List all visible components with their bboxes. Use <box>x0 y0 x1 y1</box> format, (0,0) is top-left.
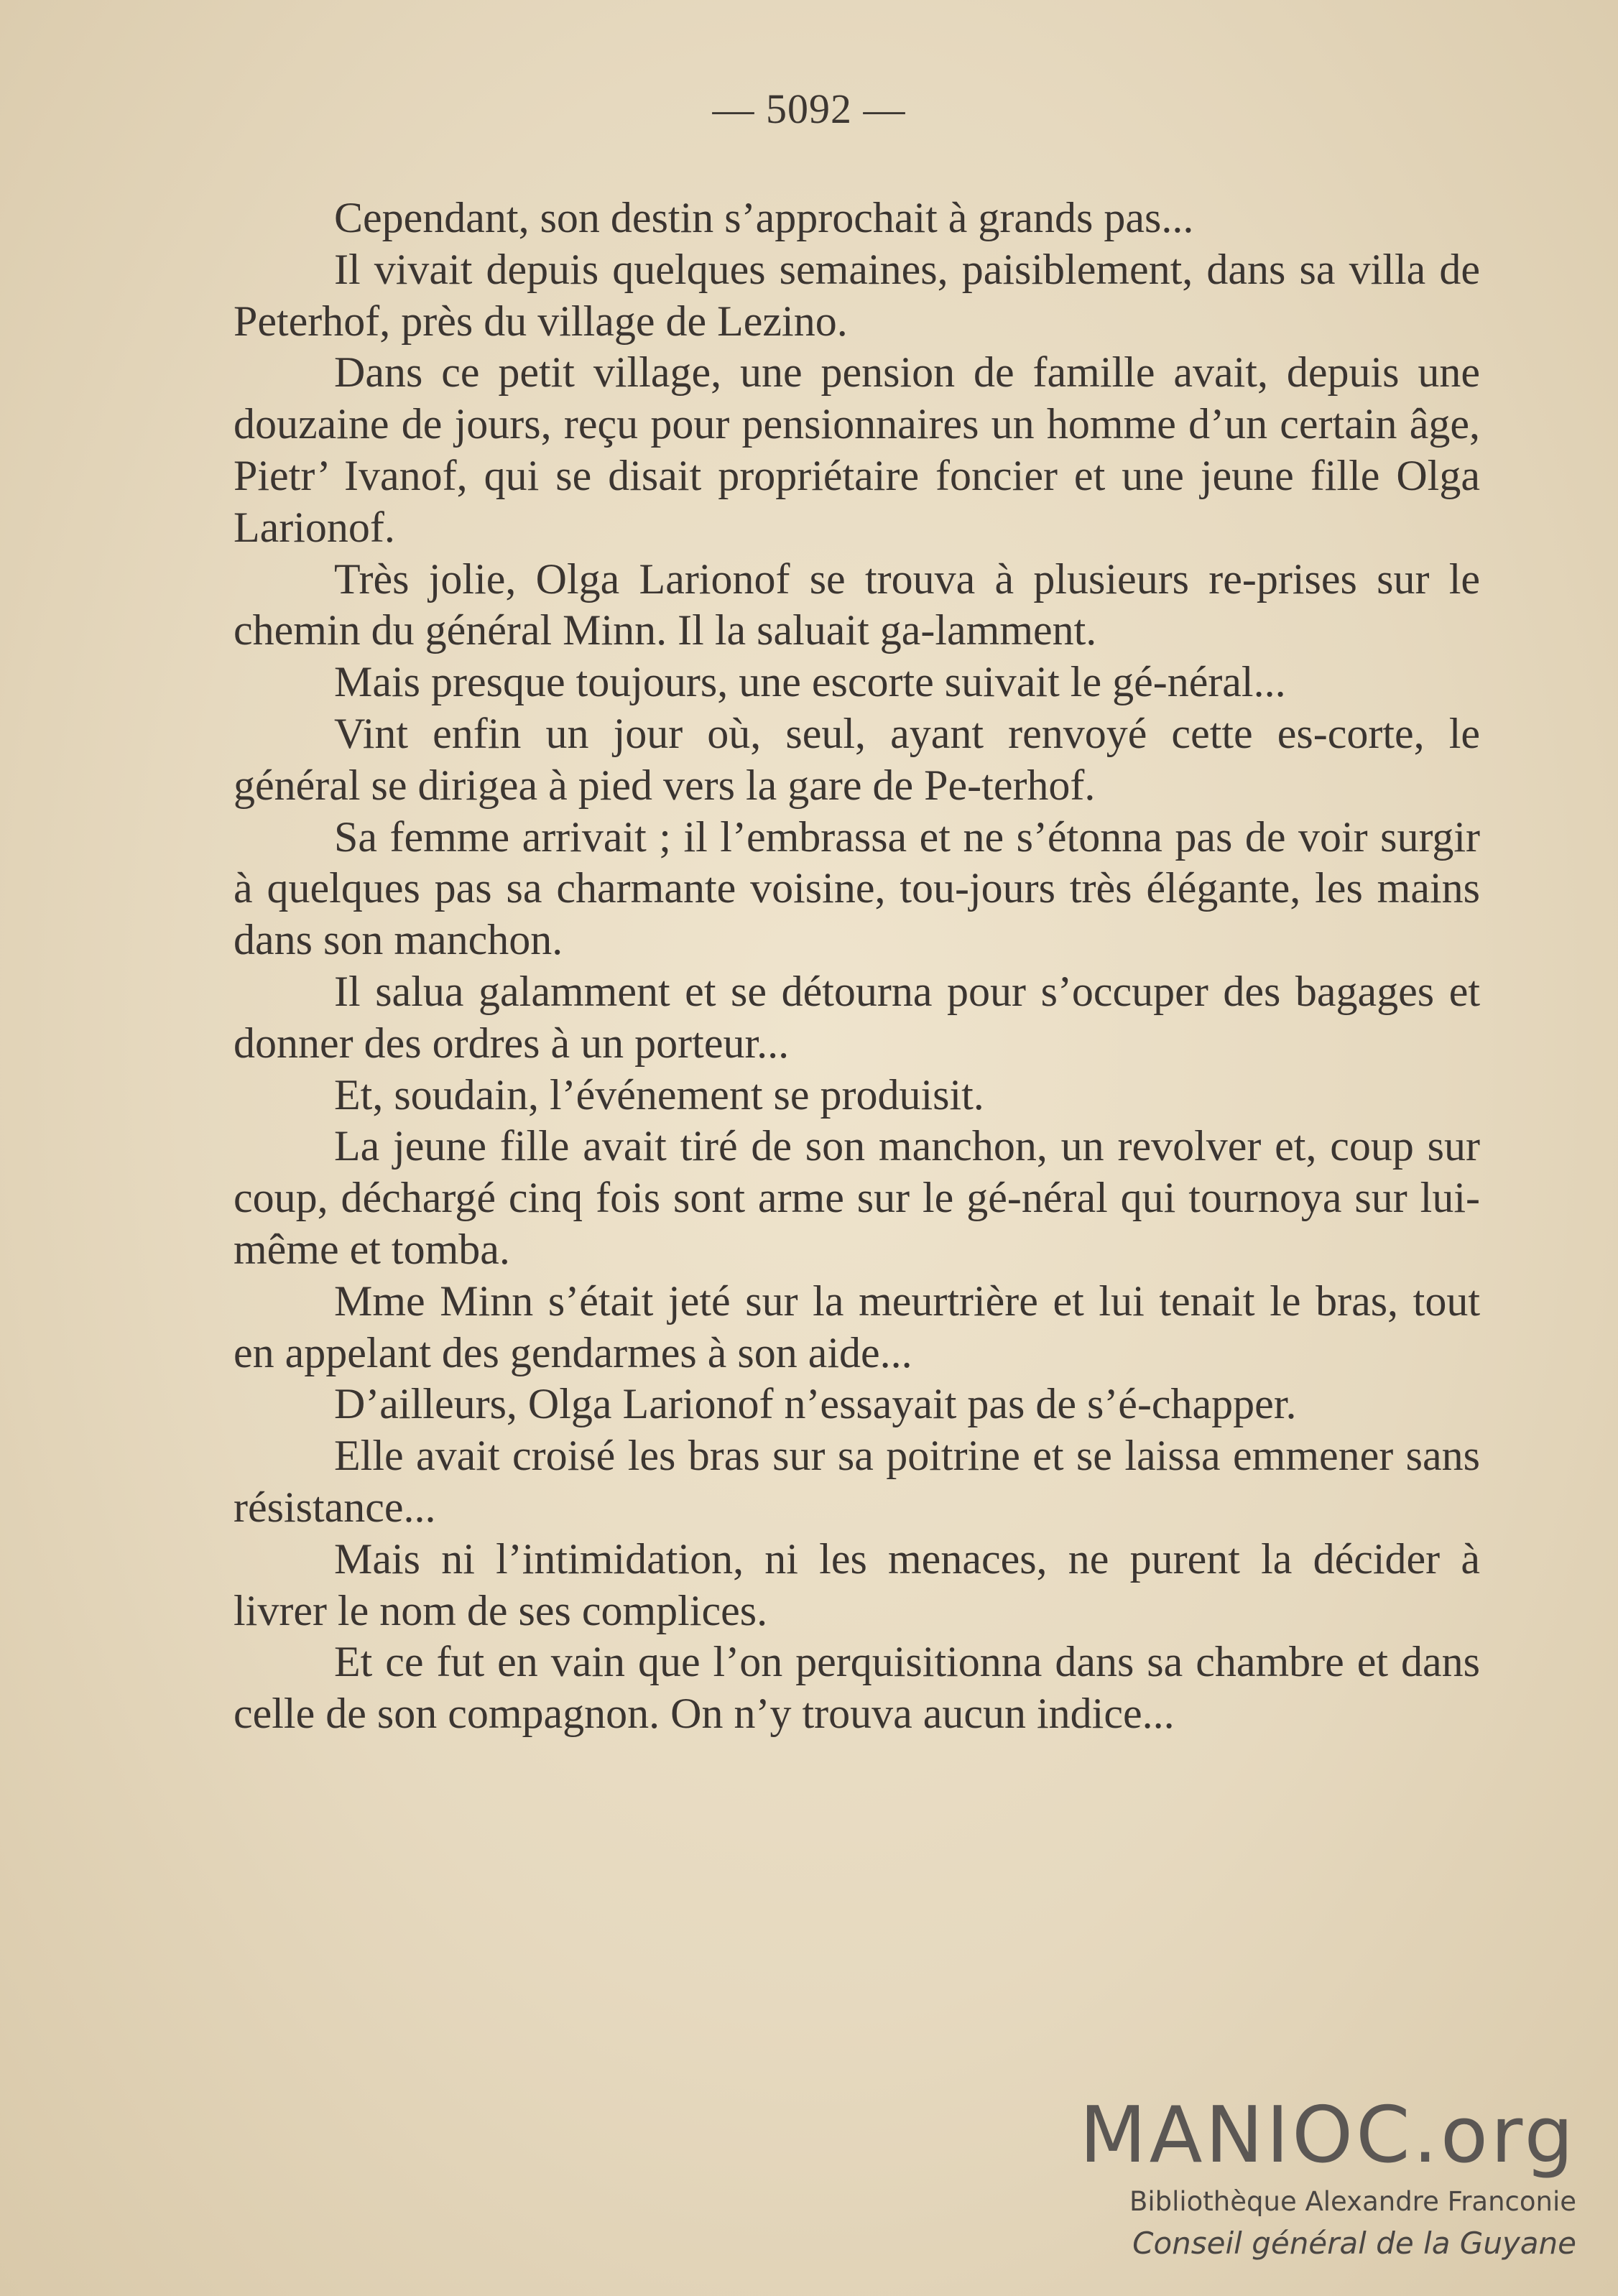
body-text <box>234 193 1480 1740</box>
manioc-logo: MANIOC.org <box>1079 2091 1576 2180</box>
paragraph: Mme Minn s’était jeté sur la meurtrière et lui tenait le bras, tout en appelant des gendarmes à son aide... <box>234 1277 1480 1376</box>
paragraph: Il vivait depuis quelques semaines, paisiblement, dans sa villa de Peterhof, près du village de Lezino. <box>234 245 1480 345</box>
paragraph: Vint enfin un jour où, seul, ayant renvoyé cette es-corte, le général se dirigea à pied vers la gare de Pe-terhof. <box>234 709 1480 809</box>
paragraph: Il salua galamment et se détourna pour s’occuper des bagages et donner des ordres à un porteur... <box>234 967 1480 1067</box>
paragraph: Mais ni l’intimidation, ni les menaces, ne purent la décider à livrer le nom de ses complices. <box>234 1534 1480 1634</box>
manioc-watermark <box>1073 2091 1576 2264</box>
paragraph: D’ailleurs, Olga Larionof n’essayait pas de s’é-chapper. <box>334 1380 1297 1428</box>
library-name: Bibliothèque Alexandre Franconie <box>1129 2186 1576 2217</box>
page-number: — 5092 — <box>712 85 906 132</box>
paragraph: Et, soudain, l’événement se produisit. <box>334 1070 984 1119</box>
paragraph: Cependant, son destin s’approchait à grands pas... <box>334 194 1194 241</box>
paragraph: Mais presque toujours, une escorte suivait le gé-néral... <box>334 658 1286 706</box>
paragraph: Elle avait croisé les bras sur sa poitrine et se laissa emmener sans résistance... <box>234 1432 1480 1531</box>
council-name: Conseil général de la Guyane <box>1132 2226 1576 2261</box>
paragraph: Et ce fut en vain que l’on perquisitionna dans sa chambre et dans celle de son compagnon. On n’y trouva aucun indice... <box>234 1638 1480 1738</box>
paragraph: Très jolie, Olga Larionof se trouva à plusieurs re-prises sur le chemin du général Minn. Il la saluait ga-lamment. <box>234 555 1480 654</box>
paragraph: Sa femme arrivait ; il l’embrassa et ne s’étonna pas de voir surgir à quelques pas sa charmante voisine, tou-jours très élégante, les mains dans son manchon. <box>234 813 1480 964</box>
paragraph: Dans ce petit village, une pension de famille avait, depuis une douzaine de jours, reçu pour pensionnaires un homme d’un certain âge, Pietr’ Ivanof, qui se disait propriétaire foncier et une jeune fille Olga Larionof. <box>234 348 1480 551</box>
paragraph: La jeune fille avait tiré de son manchon, un revolver et, coup sur coup, déchargé cinq fois sont arme sur le gé-néral qui tournoya sur lui-même et tomba. <box>234 1122 1480 1273</box>
